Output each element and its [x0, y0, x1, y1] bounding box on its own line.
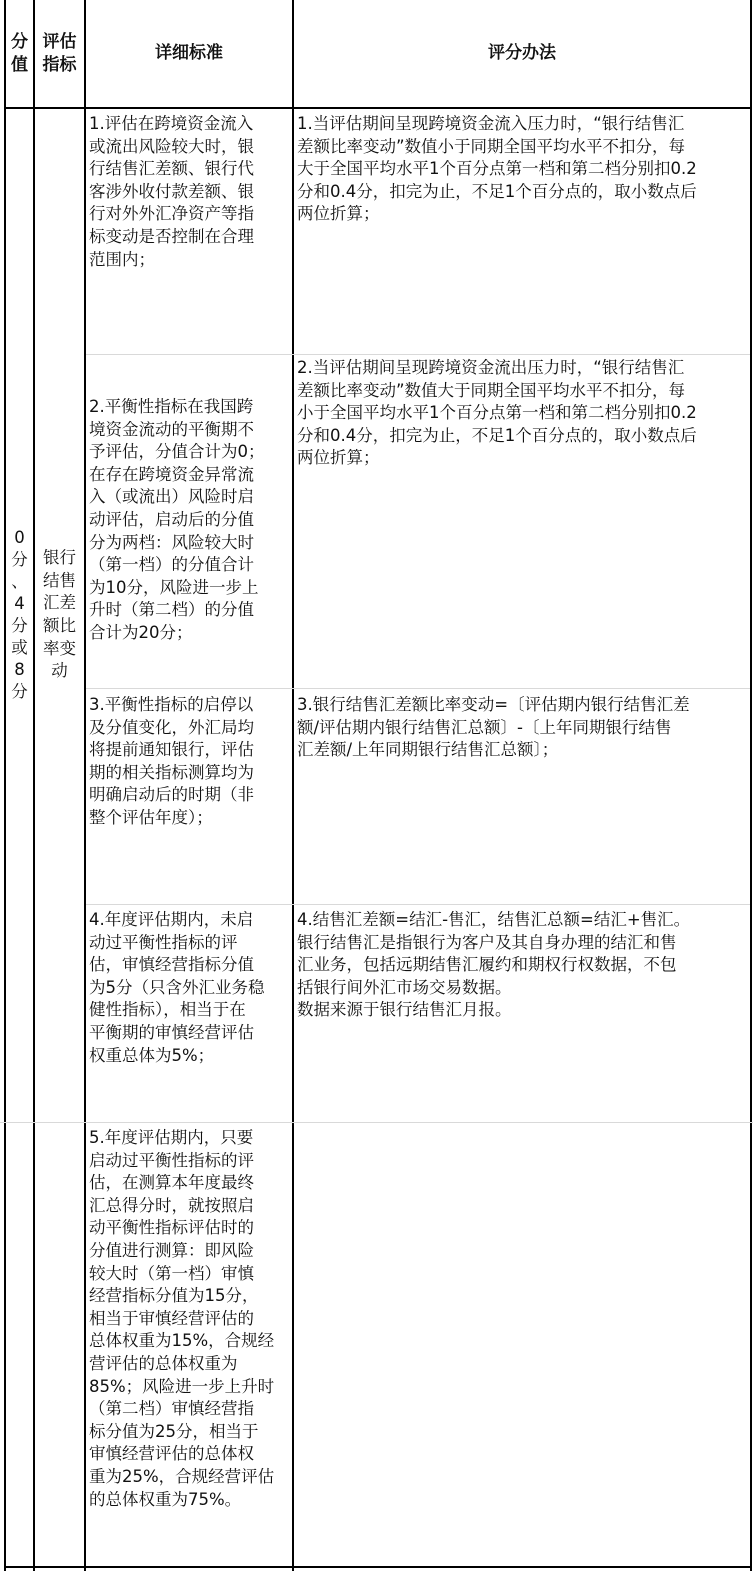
method-cell: 2.当评估期间呈现跨境资金流出压力时，“银行结售汇 差额比率变动”数值大于同期全国平均水平不扣分，每 小于全国平均水平1个百分点第一档和第二档分别扣0.2 分和0.4分，扣完为止，不足1个百分点的，取小数点后 两位折算； — [297, 358, 697, 468]
column-divider — [33, 0, 35, 1571]
header-criteria: 详细标准 — [155, 43, 223, 64]
column-divider — [84, 0, 86, 1571]
score-value: 0 分 、 4 分 或 8 分 — [11, 528, 28, 701]
table-border-left — [4, 0, 6, 1571]
row-divider — [86, 688, 750, 689]
criteria-cell: 3.平衡性指标的启停以 及分值变化，外汇局均 将提前通知银行，评估 期的相关指标测算均为 明确启动后的时期（非 整个评估年度）； — [89, 695, 254, 827]
criteria-cell: 2.平衡性指标在我国跨 境资金流动的平衡期不 予评估，分值合计为0； 在存在跨境资金异常流 入（或流出）风险时启 动评估，启动后的分值 分为两档：风险较大时 （第一档）的分值合计 为10分，风险进一步上 升时（第二档）的分值 合计为20分； — [89, 397, 265, 642]
indicator-name: 银行 结售 汇差 额比 率变 动 — [43, 548, 76, 681]
table-border-right — [750, 0, 752, 1571]
row-divider — [0, 1122, 753, 1123]
column-divider — [292, 0, 294, 1571]
row-divider — [86, 354, 750, 355]
method-cell: 3.银行结售汇差额比率变动=〔评估期内银行结售汇差 额/评估期内银行结售汇总额〕-〔上年同期银行结售 汇差额/上年同期银行结售汇总额〕； — [297, 695, 690, 760]
criteria-cell: 5.年度评估期内，只要 启动过平衡性指标的评 估，在测算本年度最终 汇总得分时，就按照启 动平衡性指标评估时的 分值进行测算：即风险 较大时（第一档）审慎 经营指标分值为15分， 相当于审慎经营评估的 总体权重为15%，合规经 营评估的总体权重为 85%；风险进一步上升时 （第二档）审慎经营指 标分值为25分，相当于 审慎经营评估的总体权 重为25%，合规经营评估 的总体权重为75%。 — [89, 1128, 275, 1509]
header-score: 分 值 — [11, 31, 28, 75]
row-divider — [86, 904, 750, 905]
method-cell: 1.当评估期间呈现跨境资金流入压力时，“银行结售汇 差额比率变动”数值小于同期全国平均水平不扣分，每 大于全国平均水平1个百分点第一档和第二档分别扣0.2 分和0.4分，扣完为止，不足1个百分点的，取小数点后 两位折算； — [297, 114, 697, 224]
header-indicator: 评估 指标 — [42, 31, 77, 75]
criteria-cell: 1.评估在跨境资金流入 或流出风险较大时，银 行结售汇差额、银行代 客涉外收付款差额、银 行对外外汇净资产等指 标变动是否控制在合理 范围内； — [89, 114, 254, 269]
header-bottom-border — [4, 107, 752, 109]
header-method: 评分办法 — [488, 43, 556, 64]
method-cell: 4.结售汇差额=结汇-售汇，结售汇总额=结汇+售汇。 银行结售汇是指银行为客户及其自身办理的结汇和售 汇业务，包括远期结售汇履约和期权行权数据，不包 括银行间外汇市场交易数据。 数据来源于银行结售汇月报。 — [297, 910, 691, 1020]
table-bottom-border — [4, 1566, 752, 1568]
criteria-cell: 4.年度评估期内，未启 动过平衡性指标的评 估，审慎经营指标分值 为5分（只含外汇业务稳 健性指标），相当于在 平衡期的审慎经营评估 权重总体为5%； — [89, 910, 265, 1065]
